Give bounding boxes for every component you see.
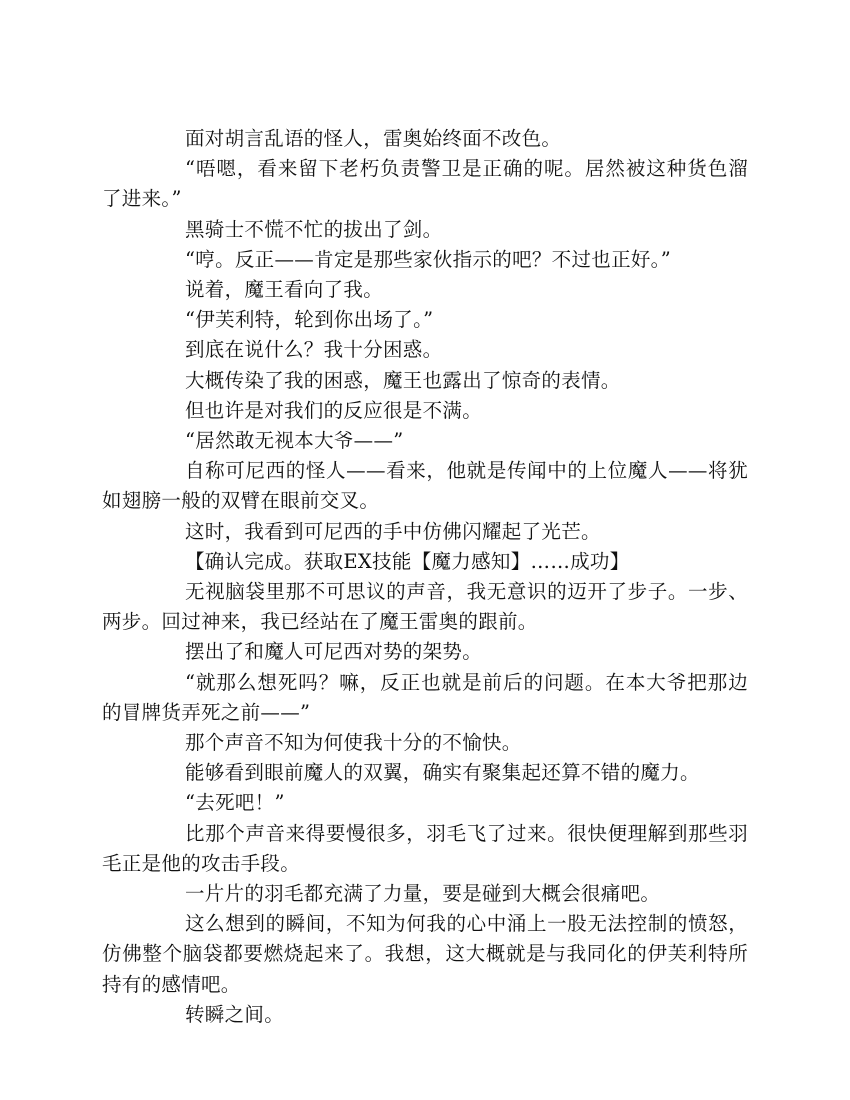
- paragraph: 比那个声音来得要慢很多，羽毛飞了过来。很快便理解到那些羽毛正是他的攻击手段。: [102, 821, 748, 875]
- paragraph: “哼。反正——肯定是那些家伙指示的吧？不过也正好。”: [185, 247, 671, 271]
- paragraph: 自称可尼西的怪人——看来，他就是传闻中的上位魔人——将犹如翅膀一般的双臂在眼前交叉。: [102, 459, 748, 513]
- paragraph: 但也许是对我们的反应很是不满。: [185, 398, 483, 422]
- paragraph: “去死吧！”: [185, 791, 285, 815]
- paragraph: 到底在说什么？我十分困惑。: [185, 338, 443, 362]
- paragraph: “伊芙利特，轮到你出场了。”: [185, 308, 434, 332]
- paragraph: 黑骑士不慌不忙的拔出了剑。: [185, 217, 443, 241]
- paragraph: 能够看到眼前魔人的双翼，确实有聚集起还算不错的魔力。: [185, 761, 700, 785]
- paragraph: 面对胡言乱语的怪人，雷奥始终面不改色。: [185, 127, 562, 150]
- paragraph: 大概传染了我的困惑，魔王也露出了惊奇的表情。: [185, 368, 621, 392]
- paragraph: 这么想到的瞬间，不知为何我的心中涌上一股无法控制的愤怒，仿佛整个脑袋都要燃烧起来了。我想，这大概就是与我同化的伊芙利特所持有的感情吧。: [102, 912, 748, 996]
- system-message: 【确认完成。获取EX技能【魔力感知】……成功】: [185, 549, 630, 573]
- paragraph: 这时，我看到可尼西的手中仿佛闪耀起了光芒。: [185, 519, 601, 543]
- paragraph: 说着，魔王看向了我。: [185, 278, 384, 302]
- paragraph: “居然敢无视本大爷——”: [185, 429, 404, 453]
- paragraph: 无视脑袋里那不可思议的声音，我无意识的迈开了步子。一步、两步。回过神来，我已经站在了魔王雷奥的跟前。: [102, 580, 748, 634]
- paragraph: 一片片的羽毛都充满了力量，要是碰到大概会很痛吧。: [185, 882, 661, 906]
- paragraph: “就那么想死吗？嘛，反正也就是前后的问题。在本大爷把那边的冒牌货弄死之前——”: [102, 670, 748, 724]
- paragraph: 转瞬之间。: [185, 1002, 285, 1026]
- paragraph: “唔嗯，看来留下老朽负责警卫是正确的呢。居然被这种货色溜了进来。”: [102, 157, 748, 211]
- document-page: [102, 124, 748, 1030]
- paragraph: 摆出了和魔人可尼西对势的架势。: [185, 640, 483, 664]
- paragraph: 那个声音不知为何使我十分的不愉快。: [185, 731, 522, 755]
